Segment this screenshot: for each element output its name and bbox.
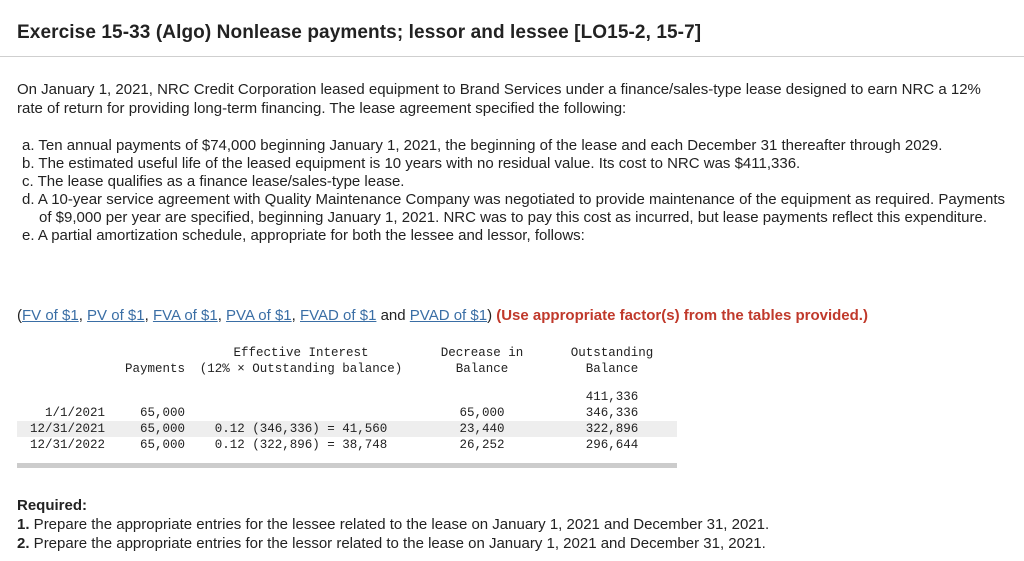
factor-table-links bbox=[17, 307, 868, 324]
table-bottom-bar bbox=[17, 463, 677, 468]
q1-text: Prepare the appropriate entries for the lessee related to the lease on January 1, 2021 and December 31, 2021. bbox=[29, 516, 770, 533]
decrease-header-line1: Decrease in bbox=[440, 346, 524, 360]
row-payment: 65,000 bbox=[105, 421, 185, 437]
q1-number: 1. bbox=[17, 516, 30, 533]
fva-link[interactable]: FVA of $1 bbox=[152, 307, 218, 324]
required-label: Required: bbox=[17, 497, 88, 514]
factor-note: (Use appropriate factor(s) from the tables provided.) bbox=[496, 307, 868, 324]
row-balance: 296,644 bbox=[585, 438, 639, 452]
pv-link[interactable]: PV of $1 bbox=[87, 307, 145, 324]
row-interest: 0.12 (322,896) = 38,748 bbox=[214, 438, 388, 452]
table-row bbox=[17, 421, 677, 437]
list-item: d. A 10-year service agreement with Quality Maintenance Company was negotiated to provide maintenance of the equipment as required. Payments of $9,000 per year are specified, beginning January 1, 2021. NRC was to pay this cost as incurred, but lease payments reflect this expenditure. bbox=[22, 191, 1006, 226]
separator: , bbox=[144, 307, 153, 324]
fvad-link[interactable]: FVAD of $1 bbox=[300, 307, 377, 324]
list-item: a. Ten annual payments of $74,000 beginning January 1, 2021, the beginning of the lease and each December 31 thereafter through 2029. bbox=[22, 137, 943, 154]
pvad-link[interactable]: PVAD of $1 bbox=[409, 307, 488, 324]
decrease-header-line2: Balance bbox=[455, 362, 509, 376]
row-decrease: 65,000 bbox=[459, 406, 505, 420]
row-interest bbox=[185, 405, 417, 421]
q2-text: Prepare the appropriate entries for the lessor related to the lease on January 1, 2021 and December 31, 2021. bbox=[29, 535, 766, 552]
table-row bbox=[17, 437, 677, 453]
page-title: Exercise 15-33 (Algo) Nonlease payments; lessor and lessee [LO15-2, 15-7] bbox=[17, 22, 702, 43]
initial-balance: 411,336 bbox=[585, 390, 639, 404]
separator: , bbox=[217, 307, 227, 324]
row-decrease: 23,440 bbox=[417, 421, 547, 437]
title-divider bbox=[0, 56, 1024, 57]
fv-link[interactable]: FV of $1 bbox=[22, 307, 79, 324]
paren-open: ( bbox=[17, 307, 22, 324]
date-header bbox=[17, 345, 105, 377]
row-payment: 65,000 bbox=[139, 406, 185, 420]
payments-header: Payments bbox=[124, 362, 185, 376]
outstanding-header bbox=[547, 345, 677, 377]
interest-header-sub: (12% × Outstanding balance) bbox=[199, 362, 403, 376]
pva-link[interactable]: PVA of $1 bbox=[226, 307, 292, 324]
interest-header-title: Effective Interest bbox=[233, 346, 369, 360]
list-item: e. A partial amortization schedule, appropriate for both the lessee and lessor, follows: bbox=[22, 227, 585, 244]
row-date: 12/31/2022 bbox=[29, 438, 105, 452]
intro-paragraph: On January 1, 2021, NRC Credit Corporation leased equipment to Brand Services under a finance/sales-type lease designed to earn NRC a 12% rate of return for providing long-term financing. The lease agreement specified the following: bbox=[17, 81, 981, 117]
amortization-schedule bbox=[17, 345, 677, 468]
paren-close: ) bbox=[487, 307, 493, 324]
list-item: b. The estimated useful life of the leased equipment is 10 years with no residual value. Its cost to NRC was $411,336. bbox=[22, 155, 801, 172]
table-row bbox=[17, 389, 677, 405]
outstanding-header-line2: Balance bbox=[585, 362, 639, 376]
separator: , bbox=[291, 307, 300, 324]
row-decrease: 26,252 bbox=[459, 438, 505, 452]
outstanding-header-line1: Outstanding bbox=[570, 346, 654, 360]
row-interest: 0.12 (346,336) = 41,560 bbox=[185, 421, 417, 437]
row-balance: 346,336 bbox=[585, 406, 639, 420]
row-balance: 322,896 bbox=[547, 421, 677, 437]
row-date: 1/1/2021 bbox=[44, 406, 105, 420]
lease-terms-list bbox=[22, 137, 1012, 245]
row-date: 12/31/2021 bbox=[17, 421, 105, 437]
and-text: and bbox=[376, 307, 410, 324]
row-payment: 65,000 bbox=[139, 438, 185, 452]
table-row bbox=[17, 405, 677, 421]
separator: , bbox=[78, 307, 88, 324]
list-item: c. The lease qualifies as a finance lease/sales-type lease. bbox=[22, 173, 405, 190]
q2-number: 2. bbox=[17, 535, 30, 552]
interest-header bbox=[185, 345, 417, 377]
required-section bbox=[17, 496, 769, 553]
decrease-header bbox=[417, 345, 547, 377]
